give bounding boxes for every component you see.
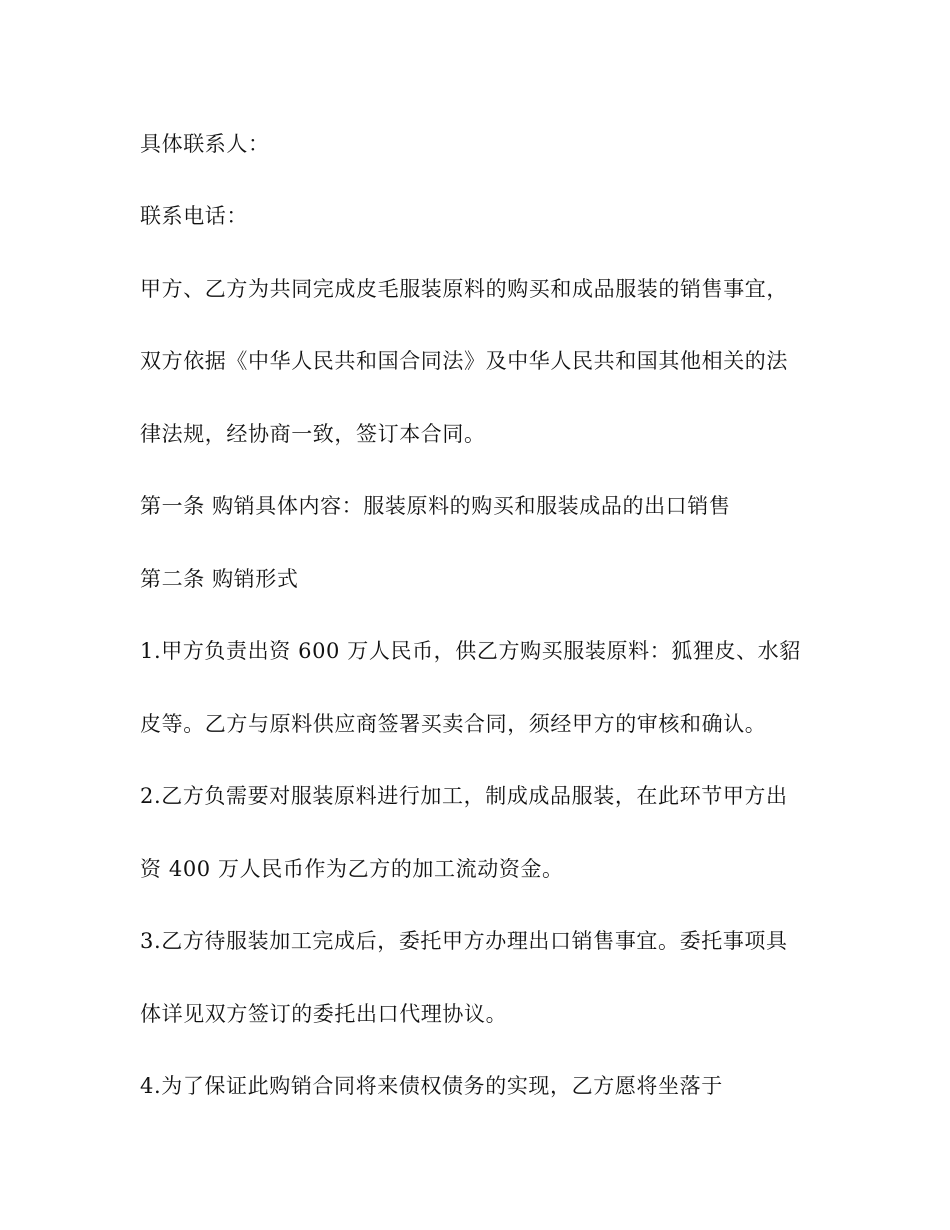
clause-3-line-1: 3.乙方待服装加工完成后，委托甲方办理出口销售事宜。委托事项具 (140, 929, 788, 953)
clause-1-line-2: 皮等。乙方与原料供应商签署买卖合同，须经甲方的审核和确认。 (140, 712, 767, 736)
contact-person-line: 具体联系人： (140, 132, 270, 156)
clause-4-line-1: 4.为了保证此购销合同将来债权债务的实现，乙方愿将坐落于 (140, 1074, 723, 1098)
preamble-line-2: 双方依据《中华人民共和国合同法》及中华人民共和国其他相关的法 (140, 349, 788, 373)
contact-phone-line: 联系电话： (140, 204, 248, 228)
preamble-line-3: 律法规，经协商一致，签订本合同。 (140, 422, 486, 446)
article-1-line: 第一条 购销具体内容：服装原料的购买和服装成品的出口销售 (140, 494, 731, 518)
clause-3-line-2: 体详见双方签订的委托出口代理协议。 (140, 1002, 508, 1026)
preamble-line-1: 甲方、乙方为共同完成皮毛服装原料的购买和成品服装的销售事宜， (140, 277, 788, 301)
clause-1-line-1: 1.甲方负责出资 600 万人民币，供乙方购买服装原料：狐狸皮、水貂 (140, 639, 801, 663)
clause-2-line-1: 2.乙方负需要对服装原料进行加工，制成成品服装，在此环节甲方出 (140, 784, 788, 808)
article-2-heading: 第二条 购销形式 (140, 567, 299, 591)
clause-2-line-2: 资 400 万人民币作为乙方的加工流动资金。 (140, 857, 564, 881)
